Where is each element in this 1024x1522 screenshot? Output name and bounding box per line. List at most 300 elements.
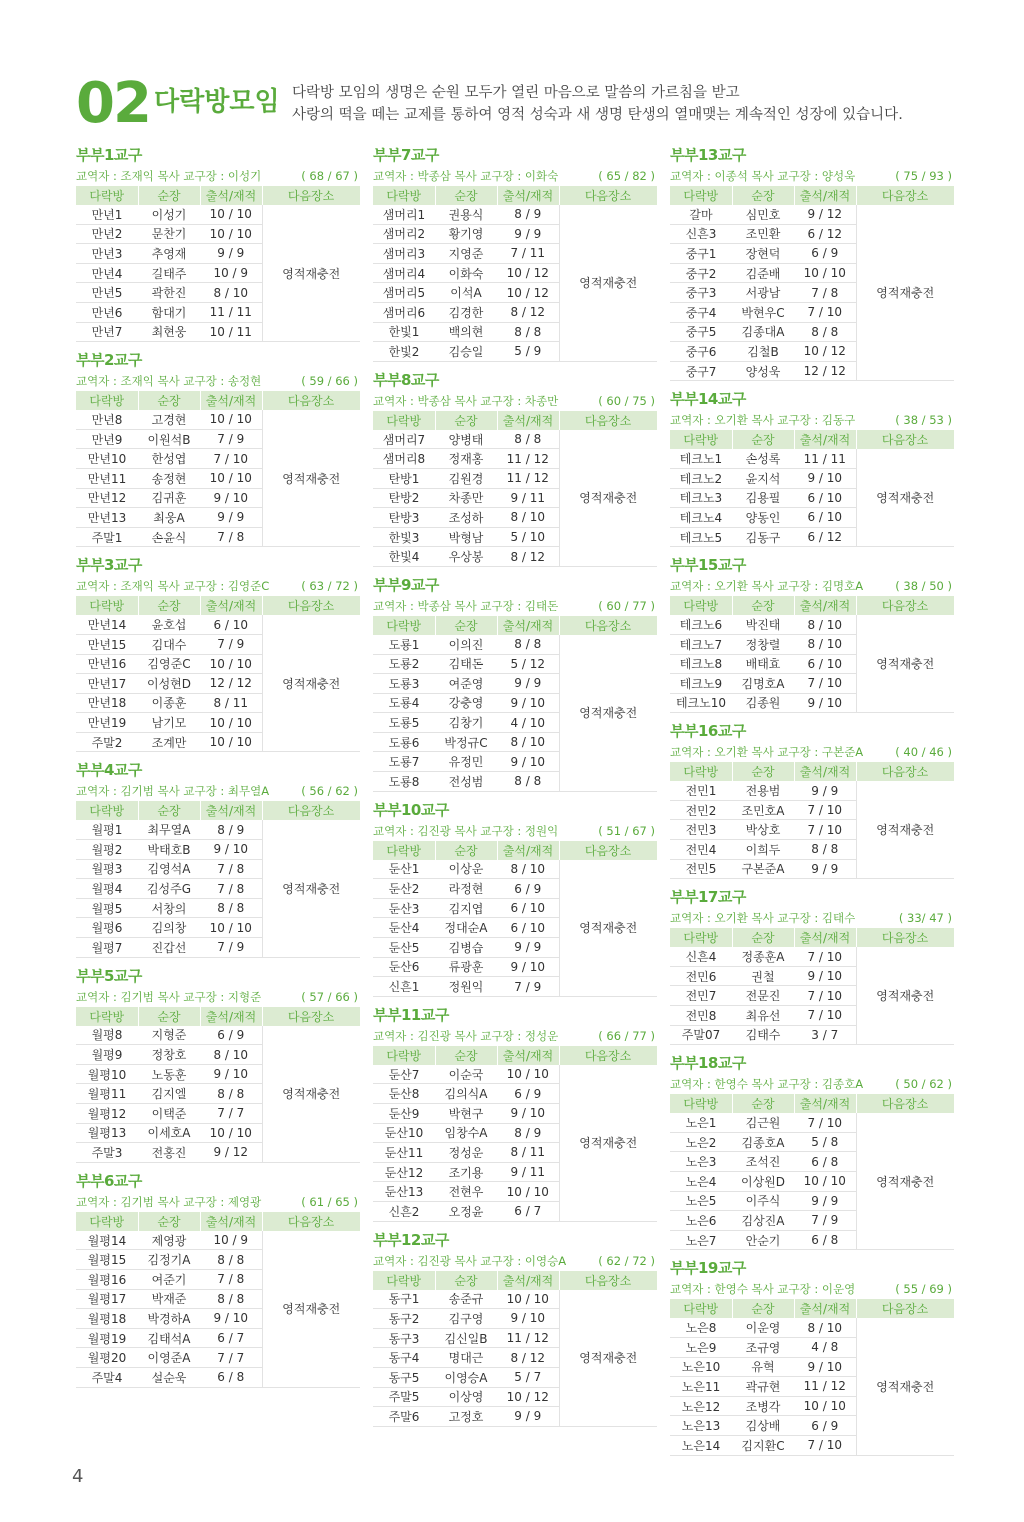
attendance: 7 / 10 <box>794 800 856 820</box>
leader-name: 배태효 <box>732 654 794 674</box>
district-table <box>76 801 361 957</box>
district-table <box>76 1007 361 1163</box>
column-header: 출석/재적 <box>200 186 262 205</box>
leader-name: 지형준 <box>138 1026 200 1045</box>
district-group <box>76 144 360 342</box>
next-place: 영적재충전 <box>856 947 954 1044</box>
district-meta <box>670 742 954 762</box>
column-header: 다락방 <box>373 411 435 430</box>
district-title: 부부6교구 <box>76 1171 142 1190</box>
table-row <box>76 410 360 429</box>
leader-name: 김태돈 <box>435 654 497 674</box>
column-header: 다락방 <box>670 762 732 781</box>
attendance: 10 / 10 <box>200 224 262 244</box>
attendance: 7 / 10 <box>794 674 856 694</box>
column-header: 순장 <box>435 186 497 205</box>
room-name: 중구5 <box>670 322 732 342</box>
district-meta <box>373 821 657 841</box>
district-table <box>670 762 955 879</box>
district-meta <box>670 166 954 186</box>
attendance: 8 / 8 <box>200 898 262 918</box>
room-name: 노은14 <box>670 1435 732 1455</box>
column-header: 다락방 <box>373 616 435 635</box>
attendance: 4 / 10 <box>497 713 559 733</box>
next-place: 영적재충전 <box>856 205 954 381</box>
leader-name: 유정민 <box>435 752 497 772</box>
district-table <box>76 596 361 752</box>
next-place: 영적재충전 <box>262 410 360 547</box>
leader-name: 함대기 <box>138 302 200 322</box>
leader-name: 박진태 <box>732 615 794 634</box>
attendance: 11 / 11 <box>794 449 856 468</box>
attendance: 9 / 9 <box>497 224 559 244</box>
attendance: 8 / 8 <box>794 322 856 342</box>
column-header: 다락방 <box>373 841 435 860</box>
column-header: 다락방 <box>76 186 138 205</box>
room-name: 월평14 <box>76 1231 138 1250</box>
attendance: 9 / 9 <box>497 938 559 958</box>
column-header: 출석/재적 <box>794 1094 856 1113</box>
leader-name: 이상영 <box>435 1387 497 1407</box>
leader-name: 우상봉 <box>435 547 497 567</box>
room-name: 만년5 <box>76 283 138 303</box>
attendance: 7 / 9 <box>200 938 262 958</box>
attendance: 10 / 12 <box>497 283 559 303</box>
column-header: 다음장소 <box>559 1046 657 1065</box>
attendance: 10 / 10 <box>200 713 262 733</box>
room-name: 도룡4 <box>373 693 435 713</box>
attendance: 8 / 8 <box>497 322 559 342</box>
district-group <box>373 369 657 567</box>
attendance: 8 / 10 <box>497 508 559 528</box>
leader-name: 김종원 <box>732 693 794 713</box>
leader-name: 김창기 <box>435 713 497 733</box>
district-staff: 교역자 : 조재익 목사 교구장 : 송정현 <box>76 374 262 389</box>
leader-name: 김의식A <box>435 1084 497 1104</box>
leader-name: 박현우C <box>732 302 794 322</box>
section-description <box>292 82 903 126</box>
leader-name: 추영재 <box>138 244 200 264</box>
room-name: 중구1 <box>670 244 732 264</box>
room-name: 만년11 <box>76 468 138 488</box>
table-header-row <box>670 1094 954 1113</box>
leader-name: 정대순A <box>435 918 497 938</box>
column-header: 출석/재적 <box>200 1007 262 1026</box>
district-group <box>670 388 954 547</box>
district-attendance-total: ( 51 / 67 ) <box>598 823 655 838</box>
room-name: 월평17 <box>76 1289 138 1309</box>
room-name: 동구4 <box>373 1348 435 1368</box>
leader-name: 조계만 <box>138 732 200 752</box>
leader-name: 조석진 <box>732 1152 794 1172</box>
attendance: 9 / 9 <box>200 244 262 264</box>
district-table <box>76 186 361 342</box>
district-staff: 교역자 : 김진광 목사 교구장 : 정성운 <box>373 1028 559 1043</box>
room-name: 도룡8 <box>373 772 435 792</box>
room-name: 탄방2 <box>373 488 435 508</box>
leader-name: 김원경 <box>435 468 497 488</box>
room-name: 만년17 <box>76 674 138 694</box>
room-name: 만년14 <box>76 615 138 634</box>
column-header: 다락방 <box>670 186 732 205</box>
leader-name: 백의현 <box>435 322 497 342</box>
next-place: 영적재충전 <box>262 205 360 342</box>
leader-name: 고정호 <box>435 1407 497 1427</box>
leader-name: 최웅A <box>138 508 200 528</box>
attendance: 7 / 11 <box>497 244 559 264</box>
attendance: 10 / 11 <box>200 322 262 342</box>
column-header: 다락방 <box>76 596 138 615</box>
room-name: 둔산13 <box>373 1182 435 1202</box>
room-name: 월평12 <box>76 1104 138 1124</box>
district-group <box>670 1052 954 1250</box>
leader-name: 정성운 <box>435 1143 497 1163</box>
column-header: 다락방 <box>76 1007 138 1026</box>
district-meta <box>373 1026 657 1046</box>
district-title: 부부10교구 <box>373 800 449 819</box>
attendance: 5 / 12 <box>497 654 559 674</box>
column-header: 순장 <box>435 411 497 430</box>
room-name: 탄방3 <box>373 508 435 528</box>
attendance: 11 / 12 <box>497 468 559 488</box>
district-title: 부부4교구 <box>76 761 142 780</box>
room-name: 샘머리5 <box>373 283 435 303</box>
district-attendance-total: ( 60 / 75 ) <box>598 393 655 408</box>
leader-name: 이순국 <box>435 1065 497 1084</box>
room-name: 도룡5 <box>373 713 435 733</box>
leader-name: 김지환C <box>732 1435 794 1455</box>
column-header: 다락방 <box>76 391 138 410</box>
attendance: 9 / 10 <box>200 1309 262 1329</box>
table-header-row <box>670 596 954 615</box>
attendance: 12 / 12 <box>794 361 856 381</box>
leader-name: 황기영 <box>435 224 497 244</box>
room-name: 만년16 <box>76 654 138 674</box>
leader-name: 김철B <box>732 342 794 362</box>
leader-name: 김성주G <box>138 879 200 899</box>
next-place: 영적재충전 <box>559 430 657 567</box>
room-name: 도룡7 <box>373 752 435 772</box>
room-name: 중구7 <box>670 361 732 381</box>
leader-name: 박상호 <box>732 820 794 840</box>
attendance: 7 / 9 <box>200 429 262 449</box>
room-name: 중구3 <box>670 283 732 303</box>
district-table <box>373 186 658 362</box>
column-header: 출석/재적 <box>794 1299 856 1318</box>
leader-name: 제영광 <box>138 1231 200 1250</box>
attendance: 8 / 8 <box>200 1289 262 1309</box>
leader-name: 김귀훈 <box>138 488 200 508</box>
leader-name: 김승일 <box>435 342 497 362</box>
district-title: 부부9교구 <box>373 575 439 594</box>
district-staff: 교역자 : 한영수 목사 교구장 : 김종호A <box>670 1077 864 1092</box>
table-row <box>373 1065 657 1084</box>
attendance: 9 / 10 <box>200 488 262 508</box>
room-name: 전민2 <box>670 800 732 820</box>
table-row <box>670 449 954 468</box>
attendance: 4 / 8 <box>794 1337 856 1357</box>
column-header: 순장 <box>435 616 497 635</box>
column-header: 출석/재적 <box>497 1271 559 1290</box>
room-name: 월평9 <box>76 1045 138 1065</box>
leader-name: 심민호 <box>732 205 794 224</box>
room-name: 노은4 <box>670 1172 732 1192</box>
leader-name: 전현우 <box>435 1182 497 1202</box>
room-name: 월평2 <box>76 840 138 860</box>
room-name: 중구2 <box>670 263 732 283</box>
district-attendance-total: ( 57 / 66 ) <box>301 989 358 1004</box>
leader-name: 손윤식 <box>138 527 200 547</box>
attendance: 7 / 7 <box>200 1348 262 1368</box>
attendance: 9 / 9 <box>794 859 856 879</box>
leader-name: 이화숙 <box>435 263 497 283</box>
district-table <box>670 1299 955 1455</box>
attendance: 10 / 10 <box>200 1123 262 1143</box>
leader-name: 문찬기 <box>138 224 200 244</box>
column-header: 다락방 <box>76 1212 138 1231</box>
room-name: 한빛1 <box>373 322 435 342</box>
leader-name: 이주식 <box>732 1191 794 1211</box>
room-name: 둔산2 <box>373 879 435 899</box>
attendance: 7 / 10 <box>794 302 856 322</box>
district-title: 부부11교구 <box>373 1005 449 1024</box>
attendance: 7 / 8 <box>794 283 856 303</box>
attendance: 6 / 9 <box>200 1026 262 1045</box>
table-row <box>670 205 954 224</box>
column-header: 출석/재적 <box>497 616 559 635</box>
district-staff: 교역자 : 박종삼 목사 교구장 : 이화숙 <box>373 169 559 183</box>
attendance: 10 / 10 <box>200 732 262 752</box>
leader-name: 김지엽 <box>435 898 497 918</box>
room-name: 둔산11 <box>373 1143 435 1163</box>
leader-name: 김대수 <box>138 634 200 654</box>
attendance: 8 / 12 <box>497 1348 559 1368</box>
district-group <box>373 1004 657 1222</box>
attendance: 10 / 10 <box>200 410 262 429</box>
room-name: 노은2 <box>670 1132 732 1152</box>
room-name: 노은8 <box>670 1318 732 1337</box>
leader-name: 류광훈 <box>435 957 497 977</box>
column-header: 다음장소 <box>559 186 657 205</box>
table-row <box>670 615 954 634</box>
attendance: 7 / 8 <box>200 879 262 899</box>
column-header: 다음장소 <box>856 186 954 205</box>
room-name: 주말2 <box>76 732 138 752</box>
district-meta <box>670 908 954 928</box>
room-name: 주말5 <box>373 1387 435 1407</box>
attendance: 6 / 7 <box>200 1328 262 1348</box>
column-header: 출석/재적 <box>794 430 856 449</box>
attendance: 10 / 12 <box>497 1387 559 1407</box>
leader-name: 김구영 <box>435 1309 497 1329</box>
district-table <box>373 841 658 997</box>
leader-name: 설순욱 <box>138 1367 200 1387</box>
attendance: 12 / 12 <box>200 674 262 694</box>
leader-name: 전성범 <box>435 772 497 792</box>
attendance: 9 / 12 <box>200 1143 262 1163</box>
attendance: 9 / 11 <box>497 488 559 508</box>
leader-name: 오정윤 <box>435 1201 497 1221</box>
attendance: 9 / 10 <box>497 1104 559 1124</box>
district-meta <box>373 166 657 186</box>
district-staff: 교역자 : 이종석 목사 교구장 : 양성욱 <box>670 169 856 183</box>
district-title: 부부12교구 <box>373 1230 449 1249</box>
leader-name: 조성하 <box>435 508 497 528</box>
district-group <box>76 349 360 547</box>
room-name: 갈마 <box>670 205 732 224</box>
attendance: 8 / 11 <box>497 1143 559 1163</box>
district-group <box>76 1170 360 1388</box>
leader-name: 김상배 <box>732 1416 794 1436</box>
table-header-row <box>670 928 954 947</box>
leader-name: 김동구 <box>732 527 794 547</box>
leader-name: 양병태 <box>435 430 497 449</box>
attendance: 6 / 12 <box>794 527 856 547</box>
room-name: 샘머리2 <box>373 224 435 244</box>
attendance: 9 / 11 <box>497 1162 559 1182</box>
district-attendance-total: ( 63 / 72 ) <box>301 579 358 594</box>
room-name: 주말4 <box>76 1367 138 1387</box>
room-name: 샘머리1 <box>373 205 435 224</box>
leader-name: 곽규현 <box>732 1377 794 1397</box>
attendance: 8 / 9 <box>497 205 559 224</box>
table-header-row <box>670 1299 954 1318</box>
column-middle <box>373 144 657 1434</box>
leader-name: 김근원 <box>732 1113 794 1132</box>
room-name: 만년19 <box>76 713 138 733</box>
attendance: 6 / 7 <box>497 1201 559 1221</box>
district-title: 부부15교구 <box>670 556 746 575</box>
attendance: 10 / 10 <box>200 205 262 224</box>
leader-name: 윤지석 <box>732 468 794 488</box>
column-header: 순장 <box>732 596 794 615</box>
district-staff: 교역자 : 김기범 목사 교구장 : 지형준 <box>76 989 262 1004</box>
district-attendance-total: ( 68 / 67 ) <box>301 169 358 183</box>
leader-name: 진갑선 <box>138 938 200 958</box>
leader-name: 이성기 <box>138 205 200 224</box>
room-name: 노은13 <box>670 1416 732 1436</box>
attendance: 8 / 10 <box>794 634 856 654</box>
attendance: 8 / 10 <box>200 283 262 303</box>
leader-name: 권용식 <box>435 205 497 224</box>
room-name: 신흔4 <box>670 947 732 966</box>
room-name: 테크노2 <box>670 468 732 488</box>
attendance: 6 / 9 <box>794 1416 856 1436</box>
column-header: 다음장소 <box>559 1271 657 1290</box>
room-name: 테크노5 <box>670 527 732 547</box>
attendance: 6 / 9 <box>497 879 559 899</box>
district-table <box>76 1212 361 1388</box>
attendance: 11 / 11 <box>200 302 262 322</box>
room-name: 동구1 <box>373 1290 435 1309</box>
district-staff: 교역자 : 오기환 목사 교구장 : 김태수 <box>670 911 856 926</box>
room-name: 주말1 <box>76 527 138 547</box>
column-header: 출석/재적 <box>794 596 856 615</box>
column-header: 출석/재적 <box>794 762 856 781</box>
room-name: 둔산8 <box>373 1084 435 1104</box>
room-name: 만년15 <box>76 634 138 654</box>
district-table <box>670 186 955 381</box>
attendance: 7 / 8 <box>200 859 262 879</box>
district-group <box>670 144 954 381</box>
attendance: 7 / 9 <box>794 1211 856 1231</box>
attendance: 8 / 9 <box>497 1123 559 1143</box>
attendance: 7 / 10 <box>200 449 262 469</box>
district-attendance-total: ( 38 / 50 ) <box>895 579 952 594</box>
table-header-row <box>76 1212 360 1231</box>
room-name: 월평1 <box>76 820 138 839</box>
leader-name: 양동인 <box>732 508 794 528</box>
room-name: 만년13 <box>76 508 138 528</box>
room-name: 주말07 <box>670 1025 732 1045</box>
room-name: 테크노4 <box>670 508 732 528</box>
attendance: 8 / 8 <box>497 430 559 449</box>
attendance: 8 / 8 <box>497 772 559 792</box>
district-group <box>373 144 657 362</box>
column-header: 순장 <box>435 841 497 860</box>
leader-name: 구본준A <box>732 859 794 879</box>
district-table <box>373 1271 658 1427</box>
attendance: 8 / 8 <box>200 1250 262 1270</box>
next-place: 영적재충전 <box>856 615 954 712</box>
attendance: 10 / 10 <box>794 1396 856 1416</box>
attendance: 8 / 12 <box>497 302 559 322</box>
district-meta <box>76 166 360 186</box>
next-place: 영적재충전 <box>856 449 954 546</box>
room-name: 도룡6 <box>373 732 435 752</box>
table-header-row <box>373 616 657 635</box>
room-name: 주말6 <box>373 1407 435 1427</box>
district-group <box>76 965 360 1163</box>
room-name: 월평15 <box>76 1250 138 1270</box>
section-title: 다락방모임 <box>154 87 280 117</box>
table-row <box>373 1290 657 1309</box>
district-title: 부부13교구 <box>670 146 746 164</box>
table-row <box>670 1318 954 1337</box>
district-meta <box>76 371 360 391</box>
room-name: 샘머리4 <box>373 263 435 283</box>
table-row <box>670 781 954 800</box>
attendance: 8 / 10 <box>200 1045 262 1065</box>
room-name: 한빛2 <box>373 342 435 362</box>
room-name: 전민5 <box>670 859 732 879</box>
room-name: 월평10 <box>76 1064 138 1084</box>
column-header: 다음장소 <box>856 1094 954 1113</box>
room-name: 탄방1 <box>373 468 435 488</box>
column-header: 순장 <box>732 1299 794 1318</box>
leader-name: 김종호A <box>732 1132 794 1152</box>
attendance: 9 / 10 <box>794 693 856 713</box>
leader-name: 고경현 <box>138 410 200 429</box>
room-name: 노은3 <box>670 1152 732 1172</box>
attendance: 7 / 10 <box>794 947 856 966</box>
room-name: 월평13 <box>76 1123 138 1143</box>
column-header: 출석/재적 <box>497 186 559 205</box>
leader-name: 남기모 <box>138 713 200 733</box>
column-header: 다락방 <box>670 430 732 449</box>
next-place: 영적재충전 <box>559 635 657 791</box>
district-table <box>670 430 955 547</box>
room-name: 월평11 <box>76 1084 138 1104</box>
room-name: 신흔3 <box>670 224 732 244</box>
attendance: 7 / 9 <box>200 634 262 654</box>
table-header-row <box>76 1007 360 1026</box>
room-name: 도룡3 <box>373 674 435 694</box>
district-group <box>373 574 657 792</box>
room-name: 한빛3 <box>373 527 435 547</box>
leader-name: 김의창 <box>138 918 200 938</box>
column-header: 다음장소 <box>262 186 360 205</box>
